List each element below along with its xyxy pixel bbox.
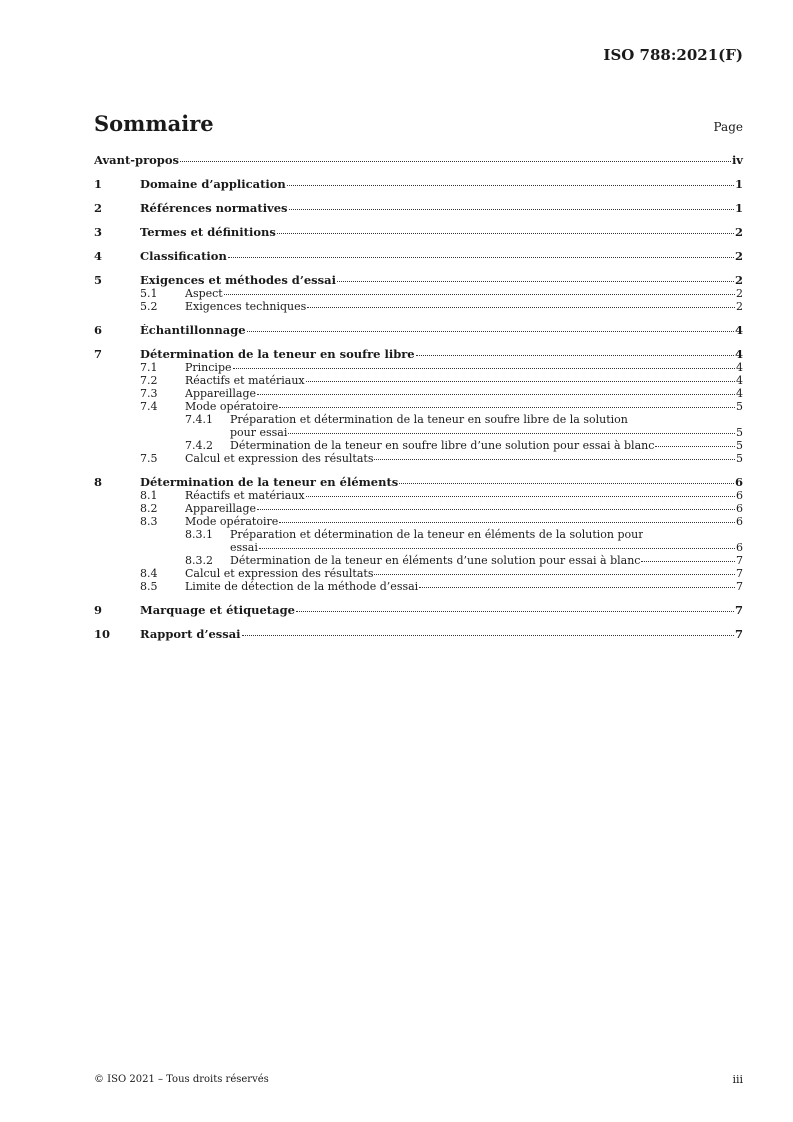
toc-page: 7	[734, 627, 743, 641]
toc-label: Mode opératoire	[185, 400, 279, 413]
toc-label: Calcul et expression des résultats	[185, 452, 374, 465]
toc-number: 7.5	[140, 452, 158, 465]
toc-entry-8-3-1[interactable]	[94, 528, 743, 541]
toc-entry-1[interactable]	[94, 178, 743, 191]
toc-number: 2	[94, 201, 103, 215]
toc-number: 8	[94, 475, 103, 489]
toc-entry-8-3-2[interactable]	[94, 554, 743, 567]
dot-leader	[307, 307, 735, 308]
toc-number: 8.4	[140, 567, 158, 580]
toc-number: 5.2	[140, 300, 158, 313]
toc-number: 1	[94, 177, 103, 191]
toc-entry-8-2[interactable]	[94, 502, 743, 515]
toc-page: 2	[734, 273, 743, 287]
dot-leader	[374, 574, 735, 575]
toc-number: 6	[94, 323, 103, 337]
toc-page: 4	[736, 387, 743, 400]
toc-page: 6	[736, 489, 743, 502]
toc-entry-7-5[interactable]	[94, 452, 743, 465]
dot-leader	[399, 483, 734, 484]
toc-number: 7	[94, 347, 103, 361]
dot-leader	[242, 635, 734, 636]
dot-leader	[257, 394, 735, 395]
toc-number: 8.5	[140, 580, 158, 593]
toc-entry-5-2[interactable]	[94, 300, 743, 313]
toc-number: 7.4.1	[185, 413, 213, 426]
dot-leader	[228, 257, 734, 258]
toc-label: Marquage et étiquetage	[140, 604, 295, 617]
toc-entry-7-3[interactable]	[94, 387, 743, 400]
toc-label: Références normatives	[140, 202, 288, 215]
toc-number: 7.4	[140, 400, 158, 413]
toc-page: iv	[731, 153, 743, 167]
dot-leader	[259, 548, 735, 549]
toc-page: 5	[736, 426, 743, 439]
dot-leader	[419, 587, 735, 588]
toc-page: 7	[736, 554, 743, 567]
toc-page: 1	[734, 177, 743, 191]
dot-leader	[287, 185, 734, 186]
toc-label: Réactifs et matériaux	[185, 374, 305, 387]
toc-entry-8-5[interactable]	[94, 580, 743, 593]
toc-entry-10[interactable]	[94, 628, 743, 641]
toc-number: 8.3.2	[185, 554, 213, 567]
toc-number: 7.1	[140, 361, 158, 374]
toc-label: Échantillonnage	[140, 324, 246, 337]
dot-leader	[233, 368, 736, 369]
toc-page: 5	[736, 439, 743, 452]
toc-label: Détermination de la teneur en éléments	[140, 476, 399, 489]
toc-number: 8.3.1	[185, 528, 213, 541]
toc-number: 8.3	[140, 515, 158, 528]
toc-label: Calcul et expression des résultats	[185, 567, 374, 580]
toc-number: 5.1	[140, 287, 158, 300]
toc-page: 7	[736, 567, 743, 580]
toc-page: 7	[734, 603, 743, 617]
toc-label: Détermination de la teneur en soufre libre	[140, 348, 415, 361]
toc-label: Appareillage	[185, 502, 257, 515]
toc-entry-7[interactable]	[94, 348, 743, 361]
toc-page: 2	[736, 300, 743, 313]
toc-label: Termes et définitions	[140, 226, 276, 239]
toc-page: 5	[736, 400, 743, 413]
toc-entry-6[interactable]	[94, 324, 743, 337]
toc-label: Domaine d’application	[140, 178, 286, 191]
toc-number: 3	[94, 225, 103, 239]
toc-number: 7.3	[140, 387, 158, 400]
dot-leader	[224, 294, 735, 295]
toc-page: 1	[734, 201, 743, 215]
toc-number: 7.2	[140, 374, 158, 387]
toc-entry-avant-propos[interactable]	[94, 154, 743, 167]
toc-entry-8-4[interactable]	[94, 567, 743, 580]
toc-number: 8.1	[140, 489, 158, 502]
dot-leader	[306, 496, 735, 497]
toc-entry-2[interactable]	[94, 202, 743, 215]
dot-leader	[247, 331, 734, 332]
toc-label: Détermination de la teneur en éléments d’une solution pour essai à blanc	[230, 554, 641, 567]
toc-label: Détermination de la teneur en soufre libre d’une solution pour essai à blanc	[230, 439, 655, 452]
dot-leader	[277, 233, 734, 234]
toc-page: 4	[734, 347, 743, 361]
toc-entry-9[interactable]	[94, 604, 743, 617]
dot-leader	[257, 509, 735, 510]
toc-page: 5	[736, 452, 743, 465]
dot-leader	[279, 407, 735, 408]
dot-leader	[306, 381, 735, 382]
toc-page: 4	[734, 323, 743, 337]
toc-number: 8.2	[140, 502, 158, 515]
toc-label: Classification	[140, 250, 227, 263]
document-id: ISO 788:2021(F)	[603, 46, 743, 64]
toc-label: Appareillage	[185, 387, 257, 400]
toc-label: Principe	[185, 361, 232, 374]
toc-page: 6	[736, 515, 743, 528]
toc-number: 9	[94, 603, 103, 617]
toc-entry-7-4[interactable]	[94, 400, 743, 413]
dot-leader	[416, 355, 734, 356]
toc-entry-8[interactable]	[94, 476, 743, 489]
toc-label: essai	[230, 541, 258, 554]
toc-entry-4[interactable]	[94, 250, 743, 263]
toc-label: Exigences techniques	[185, 300, 307, 313]
toc-entry-7-4-1-continued[interactable]	[94, 426, 743, 439]
dot-leader	[337, 281, 734, 282]
footer-page-number: iii	[732, 1073, 743, 1086]
toc-number: 5	[94, 273, 103, 287]
toc-label: Préparation et détermination de la teneur en soufre libre de la solution	[230, 413, 628, 426]
table-of-contents	[94, 154, 743, 641]
toc-entry-5[interactable]	[94, 274, 743, 287]
toc-page: 7	[736, 580, 743, 593]
toc-label: Rapport d’essai	[140, 628, 241, 641]
toc-entry-7-1[interactable]	[94, 361, 743, 374]
toc-page: 4	[736, 374, 743, 387]
toc-label: pour essai	[230, 426, 288, 439]
toc-label: Limite de détection de la méthode d’essai	[185, 580, 419, 593]
toc-entry-5-1[interactable]	[94, 287, 743, 300]
dot-leader	[288, 433, 735, 434]
toc-label: Réactifs et matériaux	[185, 489, 305, 502]
dot-leader	[289, 209, 734, 210]
toc-page: 4	[736, 361, 743, 374]
page-column-label: Page	[713, 120, 743, 134]
toc-entry-7-4-2[interactable]	[94, 439, 743, 452]
footer-copyright: © ISO 2021 – Tous droits réservés	[94, 1074, 269, 1085]
toc-number: 4	[94, 249, 103, 263]
dot-leader	[180, 161, 731, 162]
toc-label: Aspect	[185, 287, 223, 300]
toc-entry-3[interactable]	[94, 226, 743, 239]
dot-leader	[279, 522, 735, 523]
toc-page: 2	[734, 225, 743, 239]
toc-page: 6	[736, 502, 743, 515]
dot-leader	[374, 459, 735, 460]
toc-page: 2	[736, 287, 743, 300]
toc-entry-8-3[interactable]	[94, 515, 743, 528]
toc-entry-7-4-1[interactable]	[94, 413, 743, 426]
toc-label: Avant-propos	[94, 154, 179, 167]
toc-number: 10	[94, 627, 111, 641]
dot-leader	[641, 561, 735, 562]
toc-page: 6	[736, 541, 743, 554]
toc-entry-8-3-1-continued[interactable]	[94, 541, 743, 554]
toc-label: Exigences et méthodes d’essai	[140, 274, 336, 287]
toc-label: Préparation et détermination de la teneur en éléments de la solution pour	[230, 528, 644, 541]
toc-label: Mode opératoire	[185, 515, 279, 528]
toc-entry-7-2[interactable]	[94, 374, 743, 387]
toc-page: 6	[734, 475, 743, 489]
page-title: Sommaire	[94, 111, 214, 136]
toc-page: 2	[734, 249, 743, 263]
dot-leader	[296, 611, 734, 612]
dot-leader	[655, 446, 735, 447]
toc-entry-8-1[interactable]	[94, 489, 743, 502]
toc-number: 7.4.2	[185, 439, 213, 452]
